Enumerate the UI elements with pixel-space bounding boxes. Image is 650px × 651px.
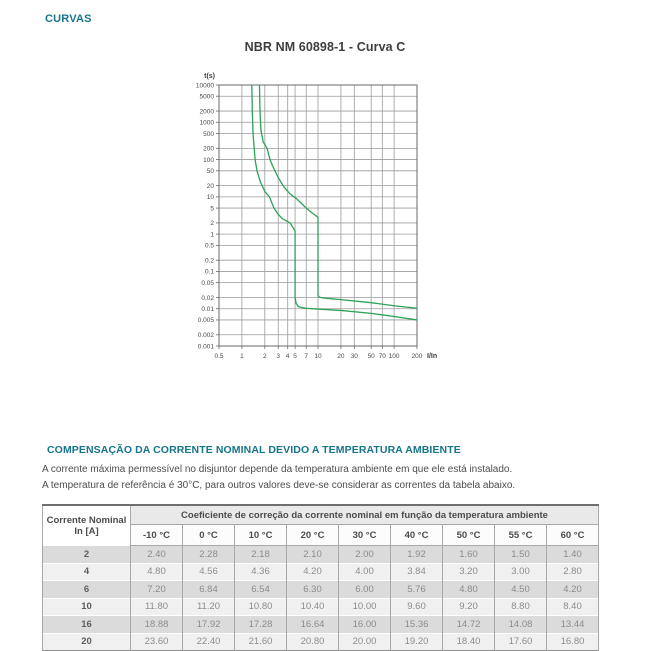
coefficient-value-cell: 5.76 [391, 581, 443, 599]
y-tick-label: 5 [210, 205, 214, 213]
coefficient-value-cell: 21.60 [235, 633, 287, 651]
x-tick-label: 200 [411, 353, 423, 360]
temp-header-cell: 50 °C [443, 525, 495, 546]
compensation-description [42, 462, 515, 494]
table-row [43, 616, 599, 634]
coefficient-span-header: Coeficiente de correção da corrente nominal em função da temperatura ambiente [131, 505, 599, 525]
coefficient-value-cell: 4.80 [443, 581, 495, 599]
x-tick-label: 1 [240, 353, 244, 360]
temp-header-cell: 0 °C [183, 525, 235, 546]
y-tick-label: 2000 [199, 108, 214, 116]
coefficient-value-cell: 2.00 [339, 546, 391, 564]
coefficient-value-cell: 4.36 [235, 563, 287, 581]
coefficient-value-cell: 18.88 [131, 616, 183, 634]
table-row [43, 633, 599, 651]
coefficient-value-cell: 4.00 [339, 563, 391, 581]
coefficient-value-cell: 3.00 [495, 563, 547, 581]
section-heading-compensation: COMPENSAÇÃO DA CORRENTE NOMINAL DEVIDO A TEMPERATURA AMBIENTE [47, 444, 461, 456]
coefficient-value-cell: 20.00 [339, 633, 391, 651]
coefficient-value-cell: 19.20 [391, 633, 443, 651]
coefficient-value-cell: 4.56 [183, 563, 235, 581]
coefficient-value-cell: 14.08 [495, 616, 547, 634]
x-tick-label: 4 [285, 353, 290, 360]
y-tick-label: 0.001 [197, 343, 214, 351]
temperature-correction-table [42, 504, 599, 651]
coefficient-value-cell: 17.60 [495, 633, 547, 651]
y-tick-label: 20 [206, 182, 214, 190]
chart-title: NBR NM 60898-1 - Curva C [244, 40, 406, 54]
x-tick-label: 2 [263, 353, 267, 360]
x-tick-label: 20 [337, 353, 345, 360]
y-tick-label: 0.005 [197, 317, 214, 325]
coefficient-value-cell: 2.40 [131, 546, 183, 564]
coefficient-value-cell: 9.20 [443, 598, 495, 616]
y-tick-label: 200 [203, 145, 214, 153]
coefficient-value-cell: 23.60 [131, 633, 183, 651]
x-tick-label: 7 [304, 353, 309, 360]
y-tick-label: 100 [203, 156, 214, 164]
coefficient-value-cell: 3.20 [443, 563, 495, 581]
y-tick-label: 0.02 [201, 294, 214, 302]
table-header-row-1 [43, 505, 599, 525]
x-axis-label: I/In [427, 353, 438, 360]
y-tick-label: 10000 [195, 82, 214, 90]
nominal-current-cell: 10 [43, 598, 131, 616]
table-row [43, 563, 599, 581]
coefficient-value-cell: 1.50 [495, 546, 547, 564]
coefficient-value-cell: 20.80 [287, 633, 339, 651]
corner-header-line-1: Corrente Nominal [46, 514, 127, 526]
coefficient-value-cell: 16.64 [287, 616, 339, 634]
temp-header-cell: 60 °C [547, 525, 599, 546]
coefficient-value-cell: 1.40 [547, 546, 599, 564]
x-tick-label: 5 [293, 353, 297, 360]
compensation-line-2: A temperatura de referência é 30°C, para outros valores deve-se considerar as correntes da tabela abaixo. [42, 480, 516, 491]
temp-header-cell: 55 °C [495, 525, 547, 546]
page-title: CURVAS [45, 13, 92, 25]
y-tick-label: 0.01 [201, 306, 214, 314]
nominal-current-cell: 6 [43, 581, 131, 599]
coefficient-value-cell: 7.20 [131, 581, 183, 599]
coefficient-value-cell: 17.28 [235, 616, 287, 634]
temp-header-cell: 30 °C [339, 525, 391, 546]
coefficient-value-cell: 15.36 [391, 616, 443, 634]
y-tick-label: 0.002 [197, 332, 214, 340]
y-tick-label: 10 [206, 194, 214, 202]
coefficient-value-cell: 16.00 [339, 616, 391, 634]
x-tick-label: 50 [367, 353, 375, 360]
coefficient-value-cell: 6.54 [235, 581, 287, 599]
y-tick-label: 500 [203, 130, 214, 138]
x-tick-label: 10 [314, 353, 322, 360]
coefficient-value-cell: 1.60 [443, 546, 495, 564]
coefficient-value-cell: 10.80 [235, 598, 287, 616]
x-tick-label: 3 [276, 353, 281, 360]
corner-header-line-2: In [A] [74, 525, 99, 537]
x-tick-label: 70 [378, 353, 386, 360]
corner-header-cell [43, 505, 131, 546]
table-row [43, 598, 599, 616]
nominal-current-cell: 16 [43, 616, 131, 634]
coefficient-value-cell: 4.20 [287, 563, 339, 581]
coefficient-value-cell: 9.60 [391, 598, 443, 616]
y-tick-label: 1000 [199, 119, 214, 127]
temp-header-cell: 10 °C [235, 525, 287, 546]
coefficient-value-cell: 2.10 [287, 546, 339, 564]
y-tick-label: 0.05 [201, 279, 214, 287]
coefficient-value-cell: 3.84 [391, 563, 443, 581]
y-axis-label: t(s) [204, 73, 215, 80]
coefficient-value-cell: 13.44 [547, 616, 599, 634]
x-tick-label: 0.5 [214, 353, 224, 360]
y-tick-label: 0.5 [204, 242, 214, 250]
coefficient-value-cell: 14.72 [443, 616, 495, 634]
coefficient-value-cell: 22.40 [183, 633, 235, 651]
coefficient-value-cell: 2.80 [547, 563, 599, 581]
coefficient-value-cell: 6.30 [287, 581, 339, 599]
coefficient-value-cell: 4.50 [495, 581, 547, 599]
trip-curve-chart [180, 66, 460, 366]
temp-header-cell: -10 °C [131, 525, 183, 546]
coefficient-value-cell: 1.92 [391, 546, 443, 564]
coefficient-value-cell: 11.20 [183, 598, 235, 616]
coefficient-value-cell: 4.20 [547, 581, 599, 599]
x-tick-label: 100 [388, 353, 400, 360]
coefficient-value-cell: 17.92 [183, 616, 235, 634]
y-tick-label: 2 [210, 220, 214, 228]
coefficient-value-cell: 10.40 [287, 598, 339, 616]
compensation-line-1: A corrente máxima permessível no disjuntor depende da temperatura ambiente em que ele está instalado. [42, 464, 513, 475]
table-row [43, 546, 599, 564]
temp-header-cell: 20 °C [287, 525, 339, 546]
nominal-current-cell: 20 [43, 633, 131, 651]
coefficient-value-cell: 6.00 [339, 581, 391, 599]
coefficient-value-cell: 2.18 [235, 546, 287, 564]
y-tick-label: 5000 [199, 93, 214, 101]
curva-disparo-minimo [252, 85, 417, 320]
table-row [43, 581, 599, 599]
temp-header-cell: 40 °C [391, 525, 443, 546]
coefficient-value-cell: 11.80 [131, 598, 183, 616]
y-tick-label: 50 [206, 168, 214, 176]
nominal-current-cell: 4 [43, 563, 131, 581]
nominal-current-cell: 2 [43, 546, 131, 564]
y-tick-label: 0.1 [204, 268, 214, 276]
coefficient-value-cell: 4.80 [131, 563, 183, 581]
y-tick-label: 1 [210, 231, 214, 239]
coefficient-value-cell: 6.84 [183, 581, 235, 599]
coefficient-value-cell: 8.80 [495, 598, 547, 616]
coefficient-value-cell: 2.28 [183, 546, 235, 564]
coefficient-value-cell: 10.00 [339, 598, 391, 616]
y-tick-label: 0.2 [204, 257, 214, 265]
coefficient-value-cell: 8.40 [547, 598, 599, 616]
coefficient-value-cell: 18.40 [443, 633, 495, 651]
coefficient-value-cell: 16.80 [547, 633, 599, 651]
x-tick-label: 30 [350, 353, 358, 360]
